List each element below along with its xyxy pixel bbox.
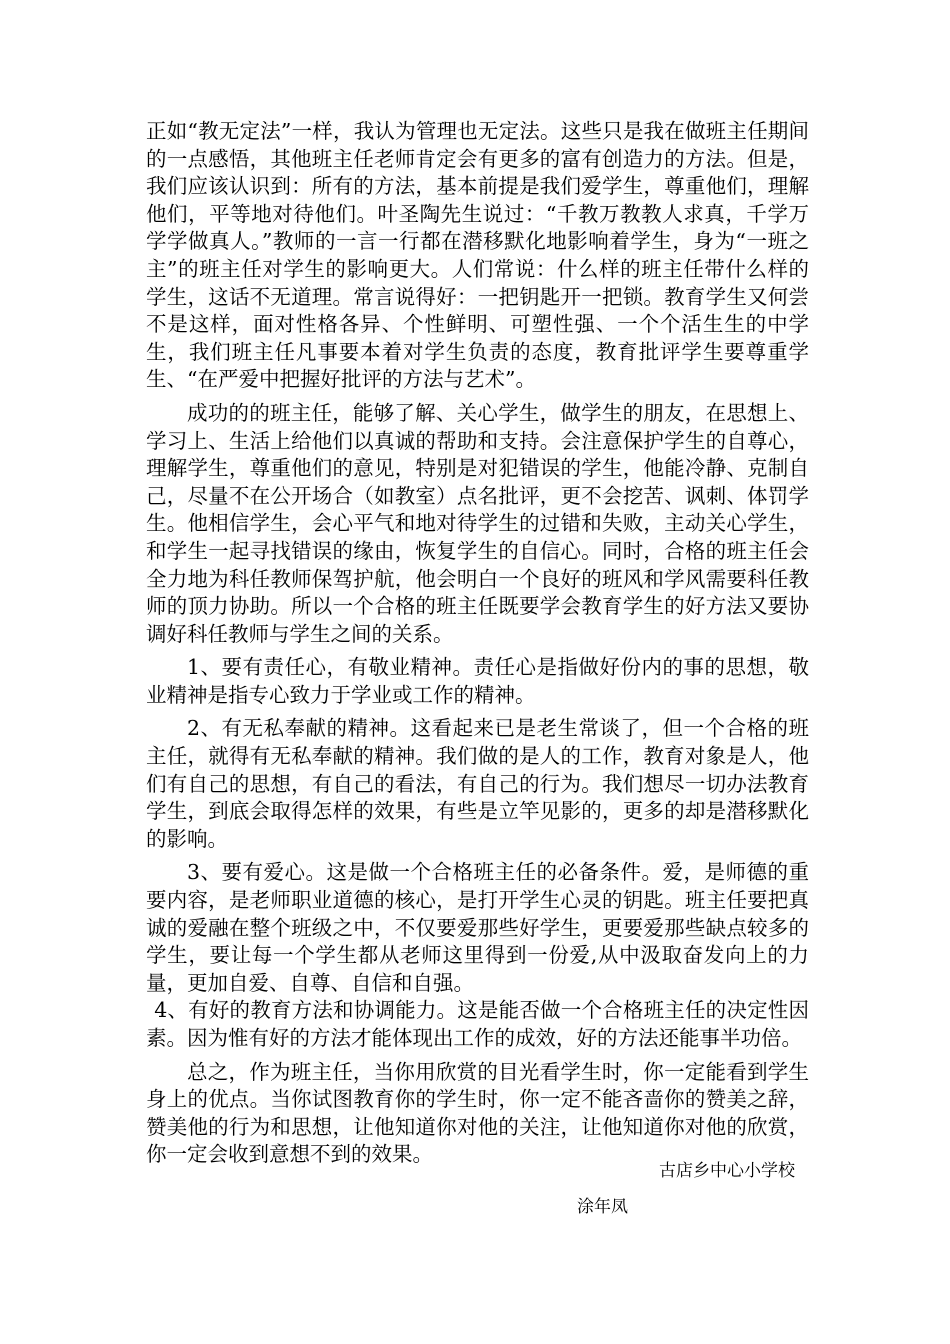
document-body: [146, 118, 809, 1169]
paragraph-successful-teacher: 成功的的班主任，能够了解、关心学生，做学生的朋友，在思想上、学习上、生活上给他们以真诚的帮助和支持。会注意保护学生的自尊心，理解学生，尊重他们的意见，特别是对犯错误的学生，他能冷静、克制自己，尽量不在公开场合（如教室）点名批评，更不会挖苦、讽刺、体罚学生。他相信学生，会心平气和地对待学生的过错和失败，主动关心学生，和学生一起寻找错误的缘由，恢复学生的自信心。同时，合格的班主任会全力地为科任教师保驾护航，他会明白一个良好的班风和学风需要科任教师的顶力协助。所以一个合格的班主任既要学会教育学生的好方法又要协调好科任教师与学生之间的关系。: [146, 400, 809, 646]
signature-school: 古店乡中心小学校: [659, 1161, 795, 1181]
paragraph-intro: 正如“教无定法”一样，我认为管理也无定法。这些只是我在做班主任期间的一点感悟，其他班主任老师肯定会有更多的富有创造力的方法。但是，我们应该认识到：所有的方法，基本前提是我们爱学生，尊重他们，理解他们，平等地对待他们。叶圣陶先生说过：“千教万教教人求真，千学万学学做真人。”教师的一言一行都在潜移默化地影响着学生，身为“一班之主”的班主任对学生的影响更大。人们常说：什么样的班主任带什么样的学生，这话不无道理。常言说得好：一把钥匙开一把锁。教育学生又何尝不是这样，面对性格各异、个性鲜明、可塑性强、一个个活生生的中学生，我们班主任凡事要本着对学生负责的态度，教育批评学生要尊重学生、“在严爱中把握好批评的方法与艺术”。: [146, 119, 809, 392]
paragraph-point-4: 4、有好的教育方法和协调能力。这是能否做一个合格班主任的决定性因素。因为惟有好的方法才能体现出工作的成效，好的方法还能事半功倍。: [146, 998, 809, 1050]
signature-name: 涂年凤: [577, 1197, 628, 1217]
paragraph-point-3: 3、要有爱心。这是做一个合格班主任的必备条件。爱，是师德的重要内容，是老师职业道德的核心，是打开学生心灵的钥匙。班主任要把真诚的爱融在整个班级之中，不仅要爱那些好学生，更要爱那些缺点较多的学生，要让每一个学生都从老师这里得到一份爱,从中汲取奋发向上的力量，更加自爱、自尊、自信和自强。: [146, 860, 809, 995]
paragraph-point-2: 2、有无私奉献的精神。这看起来已是老生常谈了，但一个合格的班主任，就得有无私奉献的精神。我们做的是人的工作，教育对象是人，他们有自己的思想，有自己的看法，有自己的行为。我们想尽一切办法教育学生，到底会取得怎样的效果，有些是立竿见影的，更多的却是潜移默化的影响。: [146, 716, 809, 851]
paragraph-point-1: 1、要有责任心，有敬业精神。责任心是指做好份内的事的思想，敬业精神是指专心致力于学业或工作的精神。: [146, 655, 809, 707]
paragraph-conclusion: 总之，作为班主任，当你用欣赏的目光看学生时，你一定能看到学生身上的优点。当你试图教育你的学生时，你一定不能吝啬你的赞美之辞，赞美他的行为和思想，让他知道你对他的关注，让他知道你对他的欣赏，你一定会收到意想不到的效果。: [146, 1059, 809, 1167]
